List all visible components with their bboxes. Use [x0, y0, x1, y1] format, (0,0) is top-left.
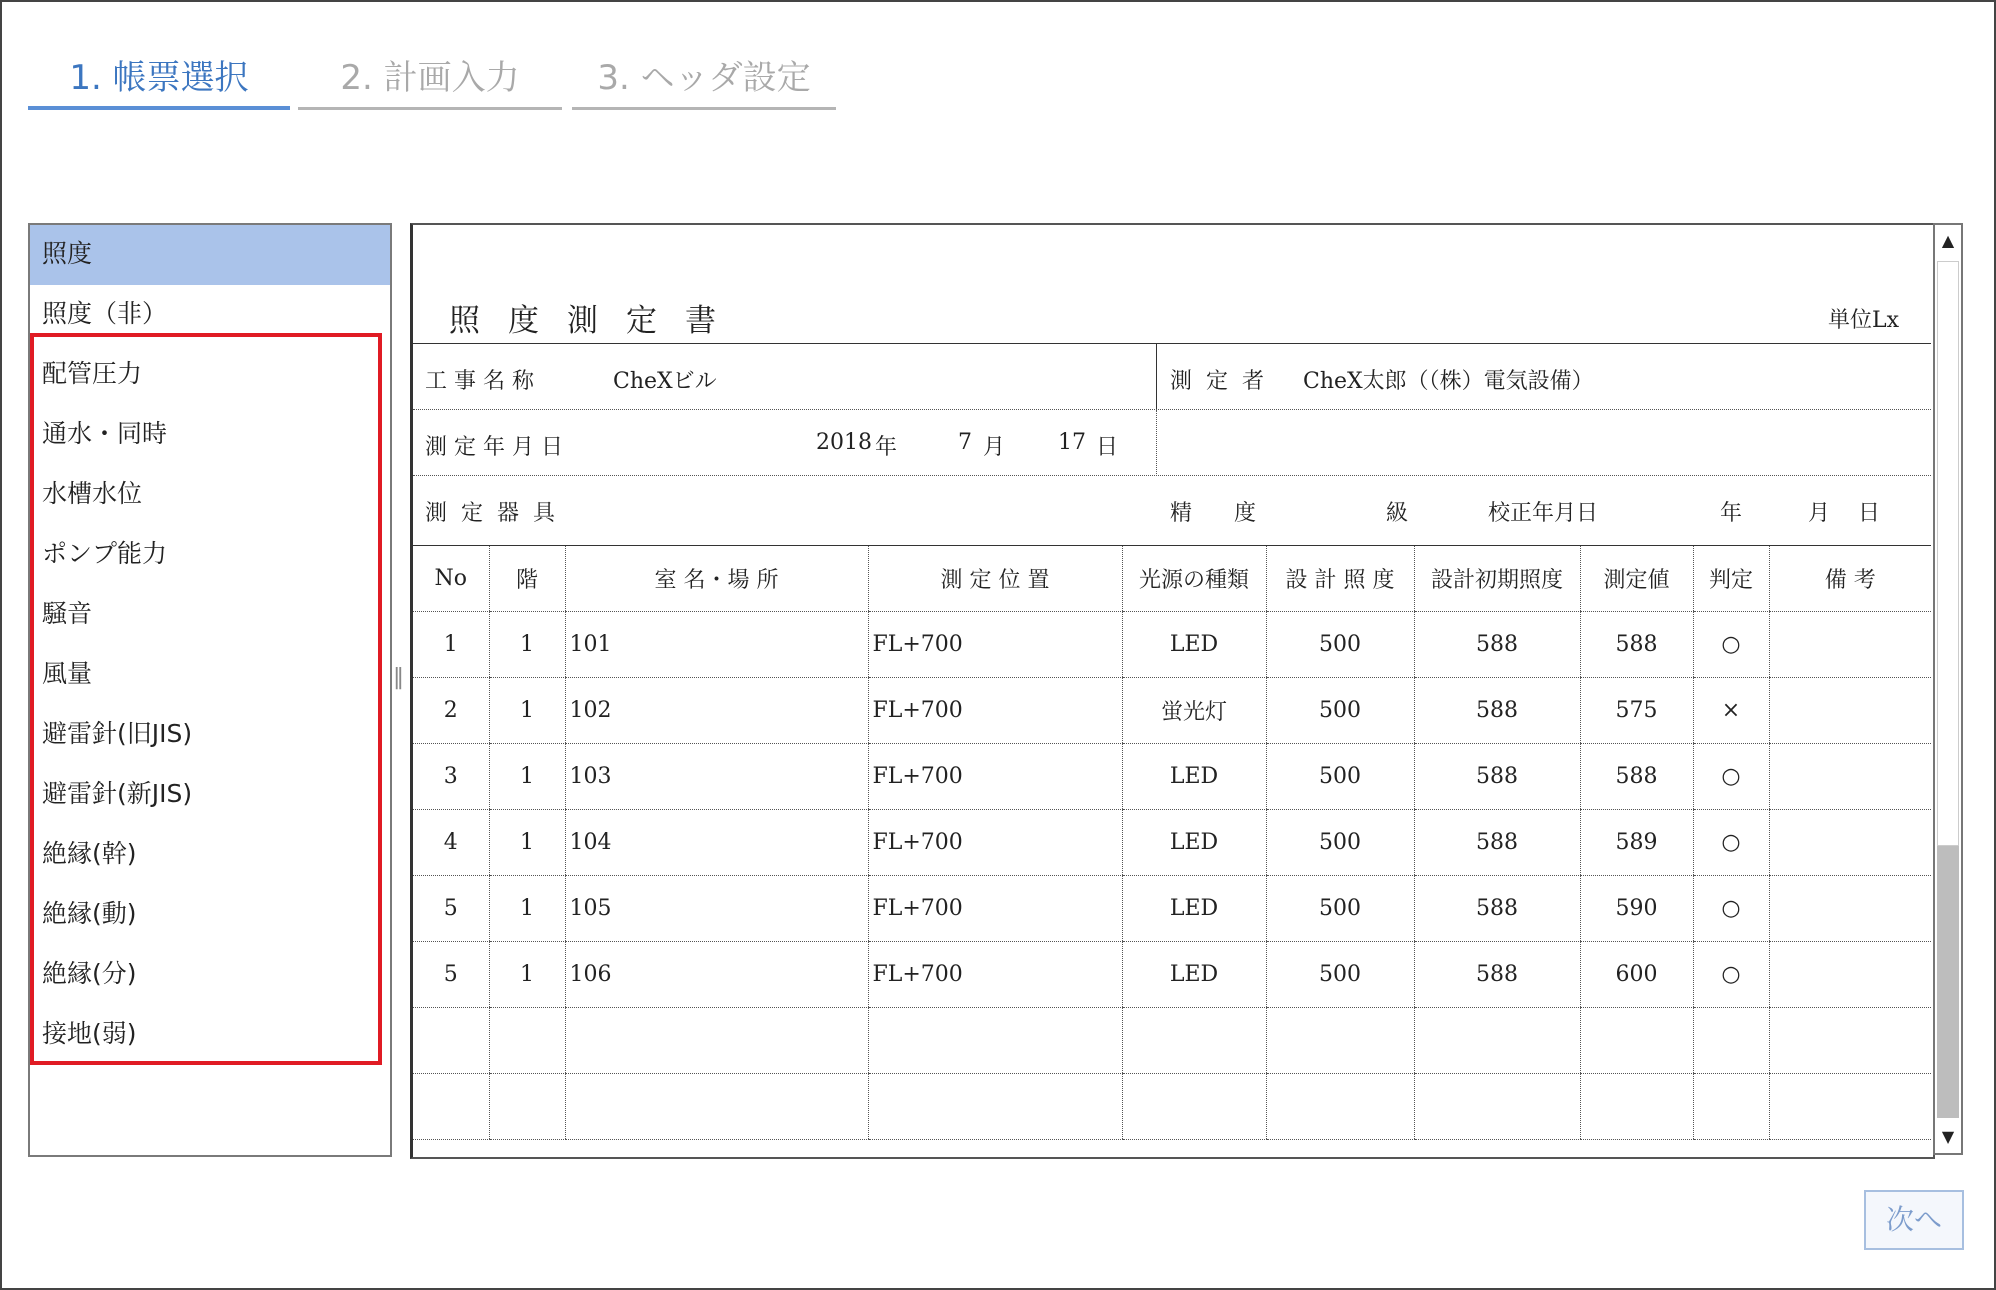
- table-row: [413, 744, 1931, 810]
- document-preview: [410, 223, 1935, 1159]
- table-cell: LED: [1122, 942, 1266, 1008]
- table-cell: [1769, 744, 1931, 810]
- table-cell: 589: [1580, 810, 1693, 876]
- tab-plan-input[interactable]: [298, 50, 562, 110]
- table-cell: ○: [1693, 612, 1769, 678]
- table-cell: 588: [1414, 876, 1580, 942]
- table-cell: [1769, 1008, 1931, 1074]
- list-item[interactable]: 絶縁(幹): [42, 839, 137, 868]
- list-item[interactable]: 絶縁(動): [42, 899, 137, 928]
- table-cell: 588: [1580, 612, 1693, 678]
- tab-label: 2. 計画入力: [340, 58, 520, 98]
- table-cell: ×: [1693, 678, 1769, 744]
- column-header: 光源の種類: [1122, 546, 1266, 612]
- table-cell: [1693, 1074, 1769, 1140]
- table-cell: [1266, 1074, 1414, 1140]
- table-cell: 103: [565, 744, 868, 810]
- table-cell: 588: [1414, 744, 1580, 810]
- table-cell: FL+700: [868, 612, 1122, 678]
- table-cell: 500: [1266, 810, 1414, 876]
- table-cell: 588: [1580, 744, 1693, 810]
- table-cell: FL+700: [868, 744, 1122, 810]
- class-label: 級: [1386, 501, 1409, 526]
- table-cell: 106: [565, 942, 868, 1008]
- table-cell: [565, 1008, 868, 1074]
- tab-header-settings[interactable]: [572, 50, 836, 110]
- splitter-handle-icon[interactable]: ‖: [393, 665, 404, 690]
- table-cell: 500: [1266, 612, 1414, 678]
- table-row: [413, 678, 1931, 744]
- table-cell: 2: [413, 678, 489, 744]
- table-cell: [489, 1074, 565, 1140]
- table-cell: 588: [1414, 612, 1580, 678]
- tab-label: 1. 帳票選択: [69, 58, 249, 98]
- table-cell: 575: [1580, 678, 1693, 744]
- project-label: 工 事 名 称: [425, 369, 534, 394]
- table-cell: LED: [1122, 810, 1266, 876]
- table-cell: [1769, 810, 1931, 876]
- table-cell: 102: [565, 678, 868, 744]
- scroll-up-icon[interactable]: ▲: [1941, 231, 1955, 250]
- table-cell: [1769, 1074, 1931, 1140]
- table-cell: 3: [413, 744, 489, 810]
- table-row: [413, 1008, 1931, 1074]
- list-item[interactable]: 絶縁(分): [42, 959, 137, 988]
- column-header: 判定: [1693, 546, 1769, 612]
- list-item[interactable]: 配管圧力: [42, 359, 143, 388]
- table-cell: [1414, 1074, 1580, 1140]
- tab-label: 3. ヘッダ設定: [597, 58, 811, 98]
- table-cell: [489, 1008, 565, 1074]
- list-item[interactable]: 照度: [30, 225, 390, 285]
- next-button[interactable]: 次へ: [1864, 1190, 1964, 1250]
- table-cell: [413, 1008, 489, 1074]
- table-cell: 588: [1414, 810, 1580, 876]
- table-cell: 1: [489, 744, 565, 810]
- column-header: No: [413, 546, 489, 612]
- table-cell: 5: [413, 876, 489, 942]
- table-cell: [1580, 1074, 1693, 1140]
- table-cell: 588: [1414, 942, 1580, 1008]
- table-header-row: [413, 546, 1931, 612]
- table-cell: FL+700: [868, 678, 1122, 744]
- table-cell: LED: [1122, 876, 1266, 942]
- table-cell: [565, 1074, 868, 1140]
- column-header: 室 名・場 所: [565, 546, 868, 612]
- table-cell: [1769, 678, 1931, 744]
- list-item[interactable]: 騒音: [42, 599, 93, 628]
- table-cell: 500: [1266, 942, 1414, 1008]
- table-cell: 4: [413, 810, 489, 876]
- table-cell: 5: [413, 942, 489, 1008]
- table-cell: FL+700: [868, 810, 1122, 876]
- table-cell: [1414, 1008, 1580, 1074]
- calibration-label: 校正年月日: [1488, 501, 1599, 526]
- table-cell: [1122, 1008, 1266, 1074]
- calibration-day-char: 日: [1858, 501, 1881, 526]
- list-item[interactable]: 通水・同時: [42, 419, 168, 448]
- table-cell: 1: [489, 876, 565, 942]
- table-cell: ○: [1693, 942, 1769, 1008]
- table-cell: ○: [1693, 876, 1769, 942]
- table-cell: [1769, 876, 1931, 942]
- table-cell: [1769, 942, 1931, 1008]
- measurement-table: [413, 545, 1931, 1140]
- table-row: [413, 1074, 1931, 1140]
- table-cell: [413, 1074, 489, 1140]
- table-cell: [1693, 1008, 1769, 1074]
- table-cell: [1580, 1008, 1693, 1074]
- header-row-date: [413, 409, 1931, 476]
- column-header: 階: [489, 546, 565, 612]
- date-month: 7: [958, 430, 972, 455]
- table-cell: 500: [1266, 876, 1414, 942]
- table-cell: 1: [489, 678, 565, 744]
- list-item[interactable]: 水槽水位: [42, 479, 143, 508]
- scroll-track[interactable]: [1937, 846, 1959, 1118]
- table-cell: FL+700: [868, 876, 1122, 942]
- table-cell: [1769, 612, 1931, 678]
- measurer-value: CheX太郎（（株）電気設備）: [1303, 369, 1594, 394]
- table-cell: 1: [413, 612, 489, 678]
- table-cell: LED: [1122, 612, 1266, 678]
- unit-label: 単位Lx: [1828, 308, 1900, 333]
- report-type-list[interactable]: [28, 223, 392, 1157]
- table-row: [413, 612, 1931, 678]
- date-month-char: 月: [983, 435, 1006, 460]
- tab-report-select[interactable]: [28, 50, 290, 110]
- table-cell: 104: [565, 810, 868, 876]
- calibration-month-char: 月: [1808, 501, 1831, 526]
- column-header: 備 考: [1769, 546, 1931, 612]
- table-cell: LED: [1122, 744, 1266, 810]
- column-header: 測定値: [1580, 546, 1693, 612]
- date-year-char: 年: [875, 435, 898, 460]
- column-header: 設 計 照 度: [1266, 546, 1414, 612]
- table-cell: ○: [1693, 810, 1769, 876]
- measurer-label: 測 定 者: [1170, 369, 1264, 394]
- table-cell: 590: [1580, 876, 1693, 942]
- table-cell: 588: [1414, 678, 1580, 744]
- date-day: 17: [1058, 430, 1086, 455]
- document-title: 照度測定書: [449, 303, 744, 339]
- table-cell: [868, 1074, 1122, 1140]
- table-cell: 500: [1266, 678, 1414, 744]
- table-cell: ○: [1693, 744, 1769, 810]
- table-cell: 101: [565, 612, 868, 678]
- list-item[interactable]: 避雷針(新JIS): [42, 779, 193, 808]
- list-item[interactable]: ポンプ能力: [42, 539, 168, 568]
- table-cell: 1: [489, 810, 565, 876]
- accuracy-label: 精 度: [1170, 501, 1256, 526]
- table-row: [413, 876, 1931, 942]
- scroll-down-icon[interactable]: ▼: [1941, 1127, 1955, 1146]
- vertical-scrollbar[interactable]: [1933, 223, 1963, 1155]
- calibration-year-char: 年: [1720, 501, 1743, 526]
- table-cell: 105: [565, 876, 868, 942]
- table-cell: 蛍光灯: [1122, 678, 1266, 744]
- table-cell: 600: [1580, 942, 1693, 1008]
- column-header: 測 定 位 置: [868, 546, 1122, 612]
- list-item[interactable]: 接地(弱): [42, 1019, 137, 1048]
- date-day-char: 日: [1096, 435, 1119, 460]
- project-value: CheXビル: [613, 369, 717, 394]
- table-cell: [868, 1008, 1122, 1074]
- list-item[interactable]: 風量: [42, 659, 93, 688]
- date-label: 測 定 年 月 日: [425, 435, 563, 460]
- header-row-project: [413, 343, 1931, 410]
- scroll-thumb[interactable]: [1937, 261, 1959, 846]
- header-row-instrument: [413, 475, 1931, 542]
- table-cell: FL+700: [868, 942, 1122, 1008]
- list-item[interactable]: 避雷針(旧JIS): [42, 719, 193, 748]
- table-cell: 1: [489, 612, 565, 678]
- table-cell: 1: [489, 942, 565, 1008]
- table-cell: 500: [1266, 744, 1414, 810]
- table-row: [413, 942, 1931, 1008]
- table-row: [413, 810, 1931, 876]
- table-cell: [1122, 1074, 1266, 1140]
- date-year: 2018: [816, 430, 872, 455]
- column-header: 設計初期照度: [1414, 546, 1580, 612]
- list-item[interactable]: 照度（非）: [42, 299, 168, 328]
- instrument-label: 測 定 器 具: [425, 501, 555, 526]
- table-cell: [1266, 1008, 1414, 1074]
